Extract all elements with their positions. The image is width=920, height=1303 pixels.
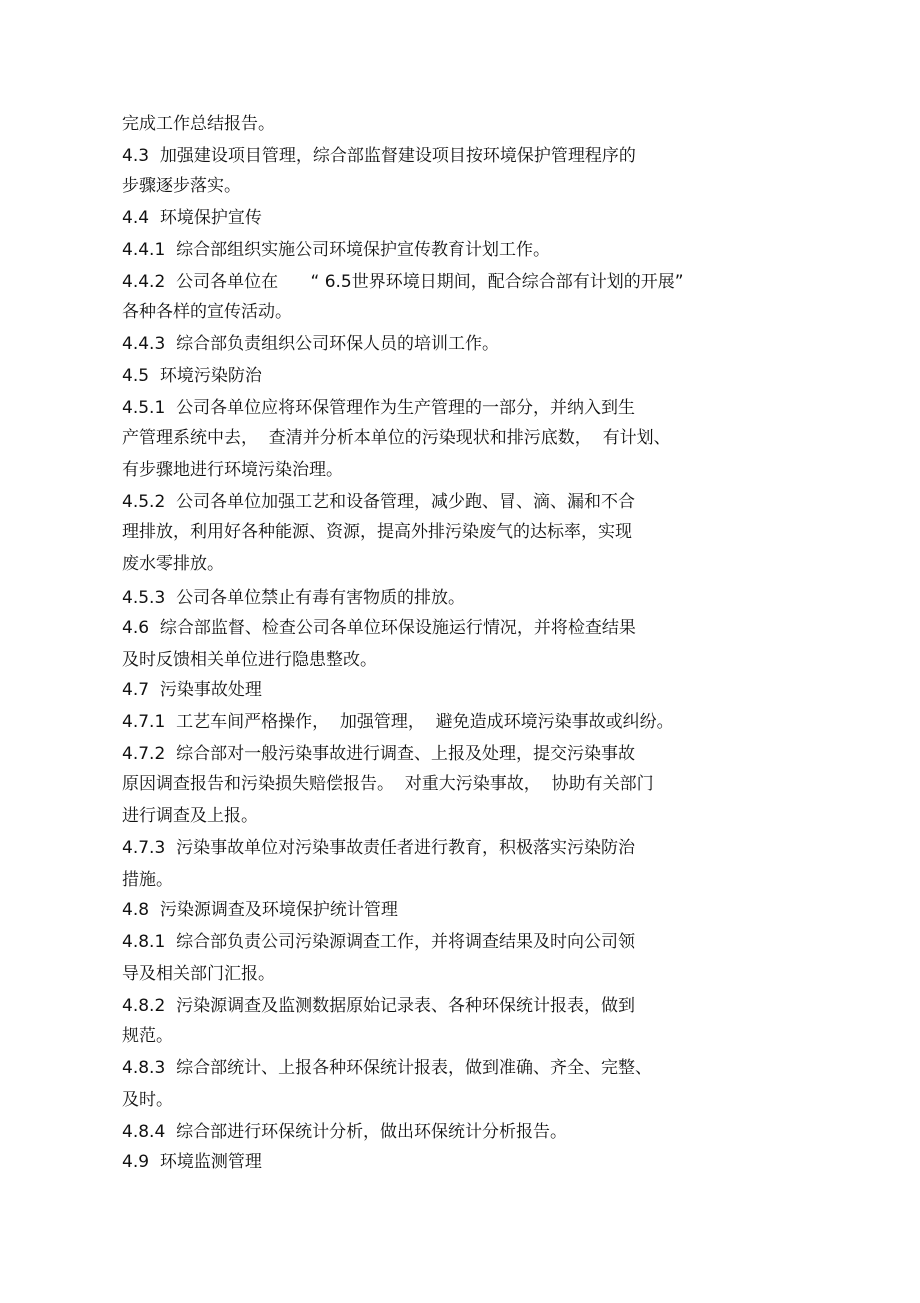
- section-heading: 4.5 环境污染防治: [122, 366, 262, 386]
- section-line: 4.5.1 公司各单位应将环保管理作为生产管理的一部分，并纳入到生: [122, 398, 636, 418]
- section-line: 4.4.3 综合部负责组织公司环保人员的培训工作。: [122, 334, 500, 354]
- section-line: 4.3 加强建设项目管理，综合部监督建设项目按环境保护管理程序的: [122, 146, 636, 166]
- text-line: 进行调查及上报。: [122, 806, 258, 826]
- section-line: 4.8.4 综合部进行环保统计分析，做出环保统计分析报告。: [122, 1122, 568, 1142]
- section-line: 4.4.2 公司各单位在 “ 6.5世界环境日期间，配合综合部有计划的开展”: [122, 272, 684, 292]
- text-line: 有步骤地进行环境污染治理。: [122, 460, 343, 480]
- section-heading: 4.9 环境监测管理: [122, 1152, 262, 1172]
- text-line: 产管理系统中去， 查清并分析本单位的污染现状和排污底数， 有计划、: [122, 428, 671, 448]
- section-line: 4.7.3 污染事故单位对污染事故责任者进行教育，积极落实污染防治: [122, 838, 636, 858]
- section-heading: 4.7 污染事故处理: [122, 680, 262, 700]
- section-line: 4.6 综合部监督、检查公司各单位环保设施运行情况，并将检查结果: [122, 618, 636, 638]
- section-heading: 4.4 环境保护宣传: [122, 208, 262, 228]
- text-line: 规范。: [122, 1026, 173, 1046]
- section-line: 4.4.1 综合部组织实施公司环境保护宣传教育计划工作。: [122, 240, 551, 260]
- text-line: 导及相关部门汇报。: [122, 964, 275, 984]
- text-line: 步骤逐步落实。: [122, 176, 241, 196]
- text-line: 及时反馈相关单位进行隐患整改。: [122, 650, 377, 670]
- text-line: 措施。: [122, 870, 173, 890]
- section-line: 4.5.3 公司各单位禁止有毒有害物质的排放。: [122, 588, 466, 608]
- text-line: 理排放，利用好各种能源、资源，提高外排污染废气的达标率，实现: [122, 522, 632, 542]
- section-line: 4.7.1 工艺车间严格操作， 加强管理， 避免造成环境污染事故或纠纷。: [122, 712, 674, 732]
- text-line: 各种各样的宣传活动。: [122, 302, 292, 322]
- section-line: 4.8.1 综合部负责公司污染源调查工作，并将调查结果及时向公司领: [122, 932, 636, 952]
- section-line: 4.7.2 综合部对一般污染事故进行调查、上报及处理，提交污染事故: [122, 744, 636, 764]
- section-line: 4.8.2 污染源调查及监测数据原始记录表、各种环保统计报表，做到: [122, 996, 636, 1016]
- text-line: 及时。: [122, 1090, 173, 1110]
- section-line: 4.5.2 公司各单位加强工艺和设备管理，减少跑、冒、滴、漏和不合: [122, 492, 636, 512]
- section-line: 4.8.3 综合部统计、上报各种环保统计报表，做到准确、齐全、完整、: [122, 1058, 653, 1078]
- text-line: 完成工作总结报告。: [122, 114, 275, 134]
- section-heading: 4.8 污染源调查及环境保护统计管理: [122, 900, 398, 920]
- text-line: 废水零排放。: [122, 554, 224, 574]
- text-line: 原因调查报告和污染损失赔偿报告。 对重大污染事故， 协助有关部门: [122, 774, 654, 794]
